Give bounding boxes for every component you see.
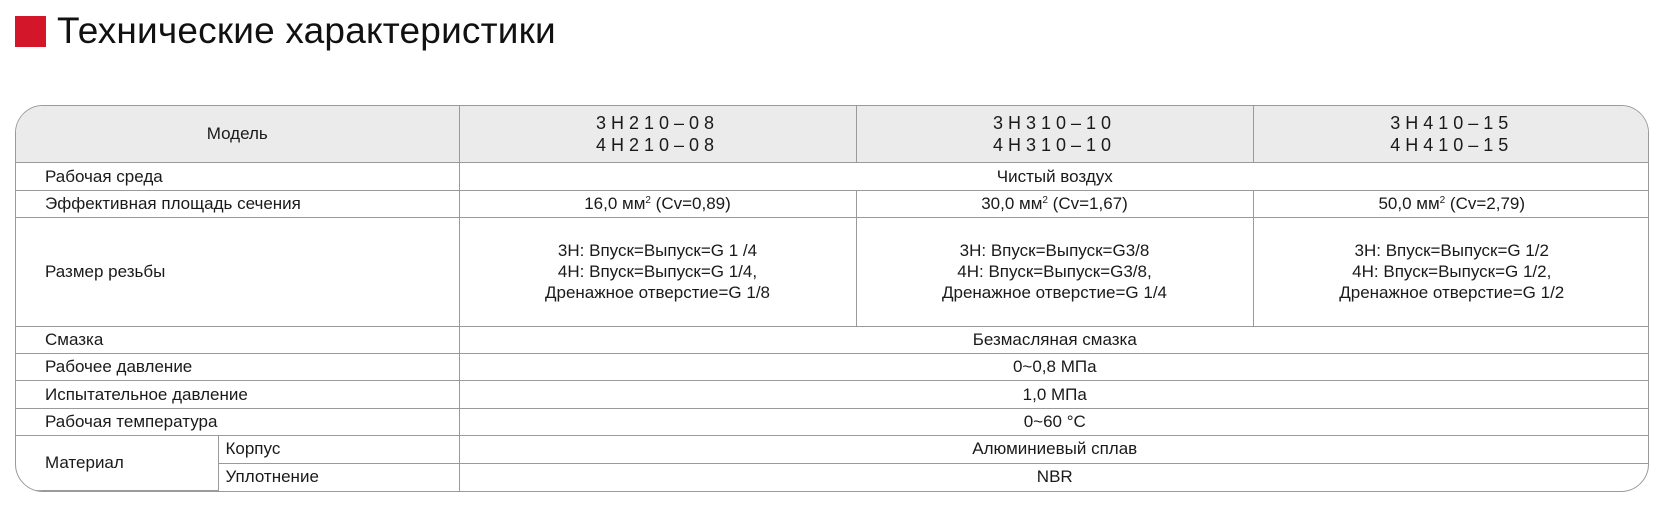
sub-row-label: Корпус [218, 436, 459, 463]
row-label: Материал [16, 436, 218, 491]
table-row [16, 190, 1649, 217]
section-header [15, 8, 556, 54]
row-value: 1,0 МПа [459, 381, 1649, 408]
model-name: 4H310–10 [992, 135, 1117, 156]
model-name: 3H310–10 [992, 113, 1117, 134]
model-column-2 [856, 106, 1253, 163]
table-row [16, 408, 1649, 435]
table-row [16, 163, 1649, 190]
row-label: Рабочее давление [16, 354, 459, 381]
row-label: Размер резьбы [16, 218, 459, 327]
model-name: 3H210–08 [595, 113, 720, 134]
table-row [16, 381, 1649, 408]
header-row [16, 106, 1649, 163]
row-label: Эффективная площадь сечения [16, 190, 459, 217]
specifications-table-container [15, 105, 1649, 492]
table-row [16, 354, 1649, 381]
page-title: Технические характеристики [57, 10, 556, 51]
row-value: 30,0 $мм^2$ (Cv=1,67) [856, 190, 1253, 217]
row-value: 3H: Впуск=Выпуск=G 1/2 4H: Впуск=Выпуск=G 1/2, Дренажное отверстие=G 1/2 [1253, 218, 1649, 327]
model-name: 4H410–15 [1390, 135, 1514, 156]
table-row [16, 326, 1649, 353]
row-value: 50,0 $мм^2$ (Cv=2,79) [1253, 190, 1649, 217]
model-name: 3H410–15 [1390, 113, 1514, 134]
row-value: Безмасляная смазка [459, 326, 1649, 353]
specifications-table [16, 106, 1649, 491]
row-value: Алюминиевый сплав [459, 436, 1649, 463]
model-header-label: Модель [16, 106, 459, 163]
row-label: Рабочая температура [16, 408, 459, 435]
row-value: 3H: Впуск=Выпуск=G3/8 4H: Впуск=Выпуск=G3/8, Дренажное отверстие=G 1/4 [856, 218, 1253, 327]
table-row [16, 463, 1649, 490]
model-column-1 [459, 106, 856, 163]
row-label: Смазка [16, 326, 459, 353]
table-row [16, 218, 1649, 327]
row-label: Рабочая среда [16, 163, 459, 190]
red-square-icon [15, 16, 46, 47]
row-value: 3H: Впуск=Выпуск=G 1 /4 4H: Впуск=Выпуск=G 1/4, Дренажное отверстие=G 1/8 [459, 218, 856, 327]
row-value: Чистый воздух [459, 163, 1649, 190]
table-row [16, 436, 1649, 463]
row-value: 0~60 °C [459, 408, 1649, 435]
row-value: 16,0 $мм^2$ (Cv=0,89) [459, 190, 856, 217]
sub-row-label: Уплотнение [218, 463, 459, 490]
model-column-3 [1253, 106, 1649, 163]
row-value: NBR [459, 463, 1649, 490]
model-name: 4H210–08 [595, 135, 720, 156]
row-value: 0~0,8 МПа [459, 354, 1649, 381]
row-label: Испытательное давление [16, 381, 459, 408]
